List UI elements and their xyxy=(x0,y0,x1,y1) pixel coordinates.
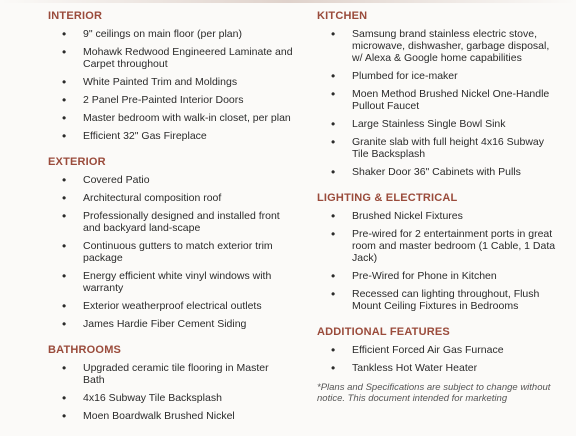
feature-item: • Moen Method Brushed Nickel One-Handle Pullout Faucet xyxy=(331,87,550,112)
left-column xyxy=(48,10,293,436)
feature-item: • Efficient Forced Air Gas Furnace xyxy=(331,343,504,357)
section-bathrooms xyxy=(48,344,293,422)
section-title: INTERIOR xyxy=(48,10,103,22)
feature-item: • Exterior weatherproof electrical outlets xyxy=(62,299,262,313)
feature-item: • Pre-Wired for Phone in Kitchen xyxy=(331,269,497,283)
top-divider xyxy=(0,0,576,3)
right-column xyxy=(317,10,557,418)
section-interior xyxy=(48,10,293,142)
section-title: BATHROOMS xyxy=(48,344,122,356)
feature-item: • Continuous gutters to match exterior trim package xyxy=(62,239,273,264)
feature-item: • 9" ceilings on main floor (per plan) xyxy=(62,27,242,41)
feature-item: • Upgraded ceramic tile flooring in Master Bath xyxy=(62,361,269,386)
feature-item: • Plumbed for ice-maker xyxy=(331,69,458,83)
feature-item: • Efficient 32" Gas Fireplace xyxy=(62,129,207,143)
feature-item: • Samsung brand stainless electric stove, microwave, dishwasher, garbage disposal, w/ Alexa & Google home capabilities xyxy=(331,27,550,64)
feature-item: • 2 Panel Pre-Painted Interior Doors xyxy=(62,93,244,107)
feature-item: • Shaker Door 36" Cabinets with Pulls xyxy=(331,165,521,179)
section-title: LIGHTING & ELECTRICAL xyxy=(317,192,458,204)
section-lighting-electrical xyxy=(317,192,557,312)
section-kitchen xyxy=(317,10,557,178)
feature-list xyxy=(48,362,293,422)
section-title: EXTERIOR xyxy=(48,156,106,168)
feature-list xyxy=(317,344,557,374)
feature-item: • White Painted Trim and Moldings xyxy=(62,75,238,89)
section-title: KITCHEN xyxy=(317,10,368,22)
section-title: ADDITIONAL FEATURES xyxy=(317,326,450,338)
feature-item: • Recessed can lighting throughout, Flush Mount Ceiling Fixtures in Bedrooms xyxy=(331,287,540,312)
feature-item: • Large Stainless Single Bowl Sink xyxy=(331,117,506,131)
feature-item: • James Hardie Fiber Cement Siding xyxy=(62,317,247,331)
feature-item: • Granite slab with full height 4x16 Subway Tile Backsplash xyxy=(331,135,545,160)
feature-item: • Professionally designed and installed front and backyard land-scape xyxy=(62,209,280,234)
feature-item: • Architectural composition roof xyxy=(62,191,222,205)
feature-item: • Mohawk Redwood Engineered Laminate and Carpet throughout xyxy=(62,45,293,70)
feature-list xyxy=(317,28,557,178)
feature-item: • Master bedroom with walk-in closet, per plan xyxy=(62,111,291,125)
disclaimer-note: *Plans and Specifications are subject to change without notice. This document intended for marketing xyxy=(317,382,551,404)
feature-item: • Covered Patio xyxy=(62,173,150,187)
feature-item: • Pre-wired for 2 entertainment ports in great room and master bedroom (1 Cable, 1 Data Jack) xyxy=(331,227,556,264)
feature-item: • Moen Boardwalk Brushed Nickel xyxy=(62,409,235,423)
feature-list xyxy=(48,174,293,330)
feature-list xyxy=(48,28,293,142)
section-additional-features xyxy=(317,326,557,404)
feature-item: • 4x16 Subway Tile Backsplash xyxy=(62,391,222,405)
feature-list xyxy=(317,210,557,312)
section-exterior xyxy=(48,156,293,330)
feature-item: • Brushed Nickel Fixtures xyxy=(331,209,463,223)
feature-item: • Tankless Hot Water Heater xyxy=(331,361,478,375)
feature-item: • Energy efficient white vinyl windows with warranty xyxy=(62,269,272,294)
